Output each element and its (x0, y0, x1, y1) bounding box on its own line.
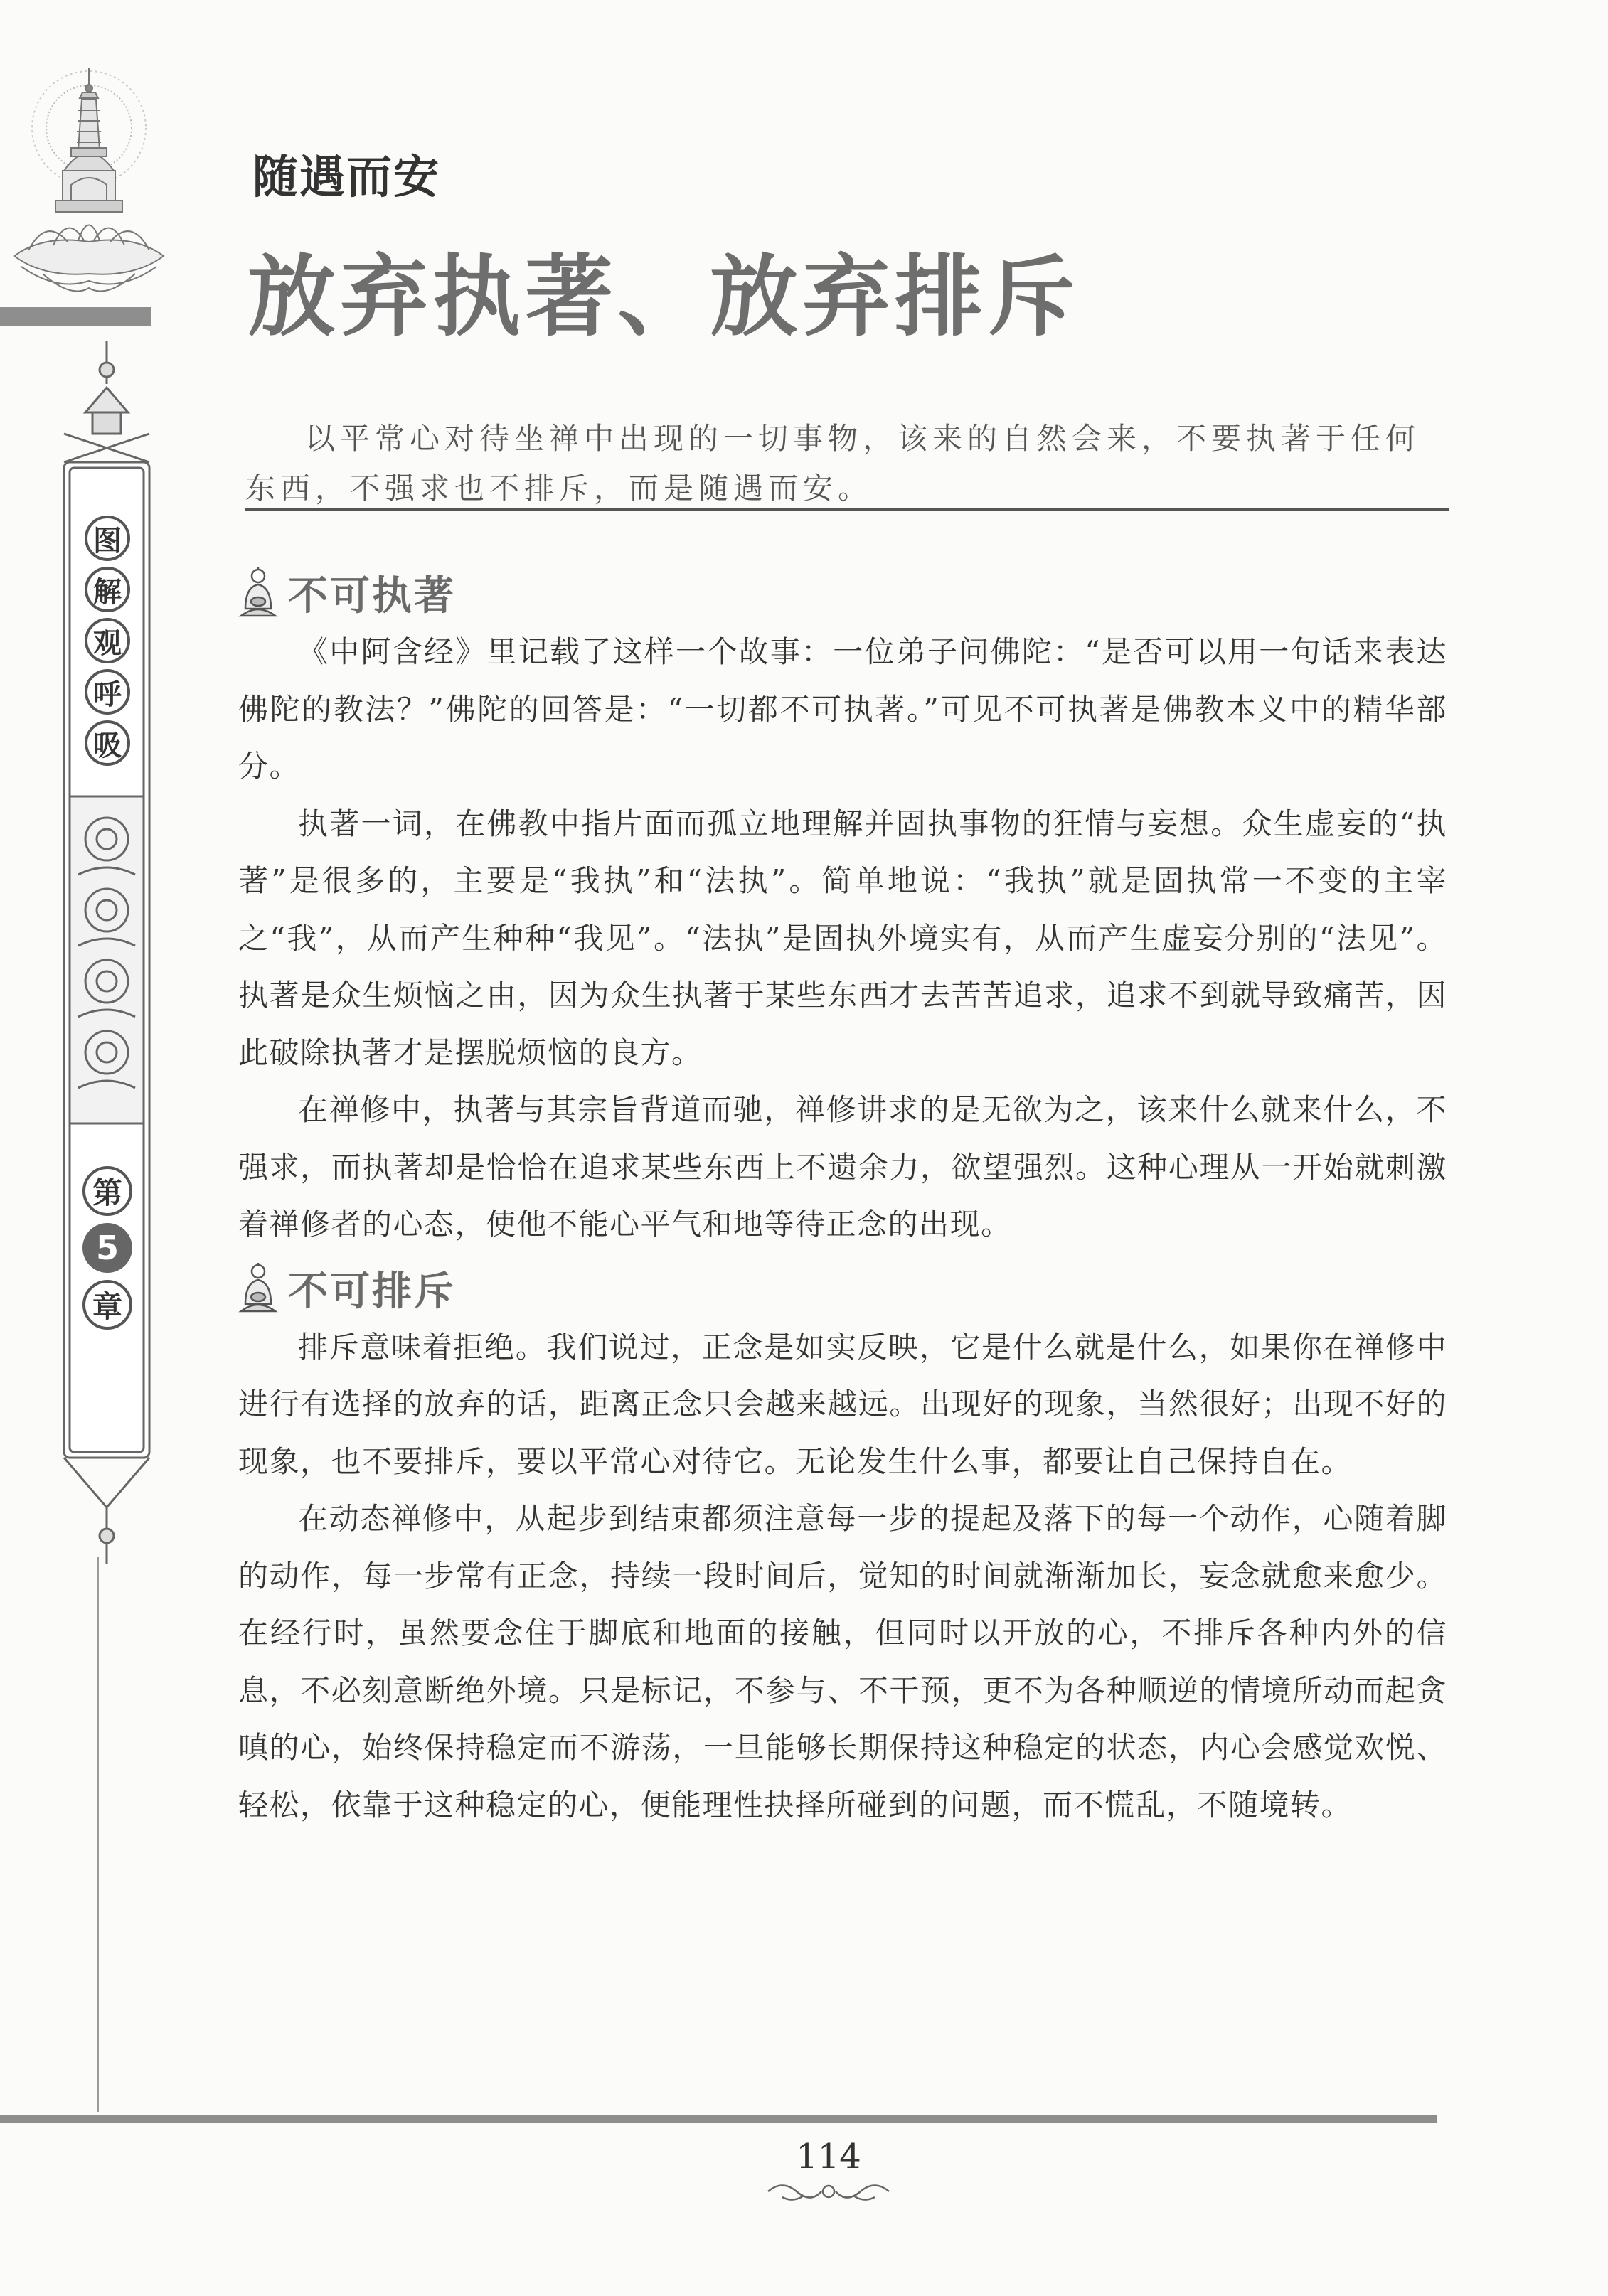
intro-summary: 以平常心对待坐禅中出现的一切事物，该来的自然会来，不要执著于任何东西，不强求也不排斥，而是随遇而安。 (245, 421, 1421, 506)
section-heading-text: 不可执著 (288, 572, 456, 619)
book-title-char: 图 (85, 516, 130, 561)
section-kicker: 随遇而安 (252, 151, 440, 204)
main-content (238, 558, 1447, 1834)
footer-rule (0, 2115, 1437, 2123)
chapter-number: 5 (82, 1223, 132, 1273)
intro-divider (245, 508, 1449, 511)
paragraph: 在动态禅修中，从起步到结束都须注意每一步的提起及落下的每一个动作，心随着脚的动作，每一步常有正念，持续一段时间后，觉知的时间就渐渐加长，妄念就愈来愈少。在经行时，虽然要念住于脚底和地面的接触，但同时以开放的心，不排斥各种内外的信息，不必刻意断绝外境。只是标记，不参与、不干预，更不为各种顺逆的情境所动而起贪嗔的心，始终保持稳定而不游荡，一旦能够长期保持这种稳定的状态，内心会感觉欢悦、轻松，依靠于这种稳定的心，便能理性抉择所碰到的问题，而不慌乱，不随境转。 (238, 1501, 1447, 1822)
book-title-char: 解 (85, 567, 130, 612)
section-heading (238, 1258, 1447, 1319)
meditating-buddha-icon (238, 566, 278, 620)
book-title-char: 观 (85, 618, 130, 663)
paragraph: 排斥意味着拒绝。我们说过，正念是如实反映，它是什么就是什么，如果你在禅修中进行有选择的放弃的话，距离正念只会越来越远。出现好的现象，当然很好；出现不好的现象，也不要排斥，要以平常心对待它。无论发生什么事，都要让自己保持自在。 (238, 1329, 1447, 1479)
flourish-ornament-icon (761, 2176, 896, 2207)
page-title: 放弃执著、放弃排斥 (247, 245, 1080, 348)
meditating-buddha-icon (238, 1261, 278, 1315)
book-title-char: 呼 (85, 669, 130, 715)
book-title-char: 吸 (85, 720, 130, 766)
paragraph: 执著一词，在佛教中指片面而孤立地理解并固执事物的狂情与妄想。众生虚妄的“执著”是很多的，主要是“我执”和“法执”。简单地说：“我执”就是固执常一不变的主宰之“我”，从而产生种种“我见”。“法执”是固执外境实有，从而产生虚妄分别的“法见”。执著是众生烦恼之由，因为众生执著于某些东西才去苦苦追求，追求不到就导致痛苦，因此破除执著才是摆脱烦恼的良方。 (238, 806, 1447, 1070)
paragraph: 在禅修中，执著与其宗旨背道而驰，禅修讲求的是无欲为之，该来什么就来什么，不强求，而执著却是恰恰在追求某些东西上不遗余力，欲望强烈。这种心理从一开始就刺激着禅修者的心态，使他不能心平气和地等待正念的出现。 (238, 1092, 1447, 1242)
section-heading (238, 562, 1447, 624)
stupa-lotus-icon (0, 64, 178, 299)
chapter-label-char: 章 (82, 1280, 132, 1330)
page-number: 114 (796, 2137, 861, 2177)
margin-line (97, 1557, 99, 2112)
paragraph: 《中阿含经》里记载了这样一个故事：一位弟子问佛陀：“是否可以用一句话来表达佛陀的教法？”佛陀的回答是：“一切都不可执著。”可见不可执著是佛教本义中的精华部分。 (238, 634, 1447, 784)
chapter-label-char: 第 (82, 1166, 132, 1216)
header-rule (0, 307, 151, 326)
section-heading-text: 不可排斥 (288, 1267, 456, 1315)
